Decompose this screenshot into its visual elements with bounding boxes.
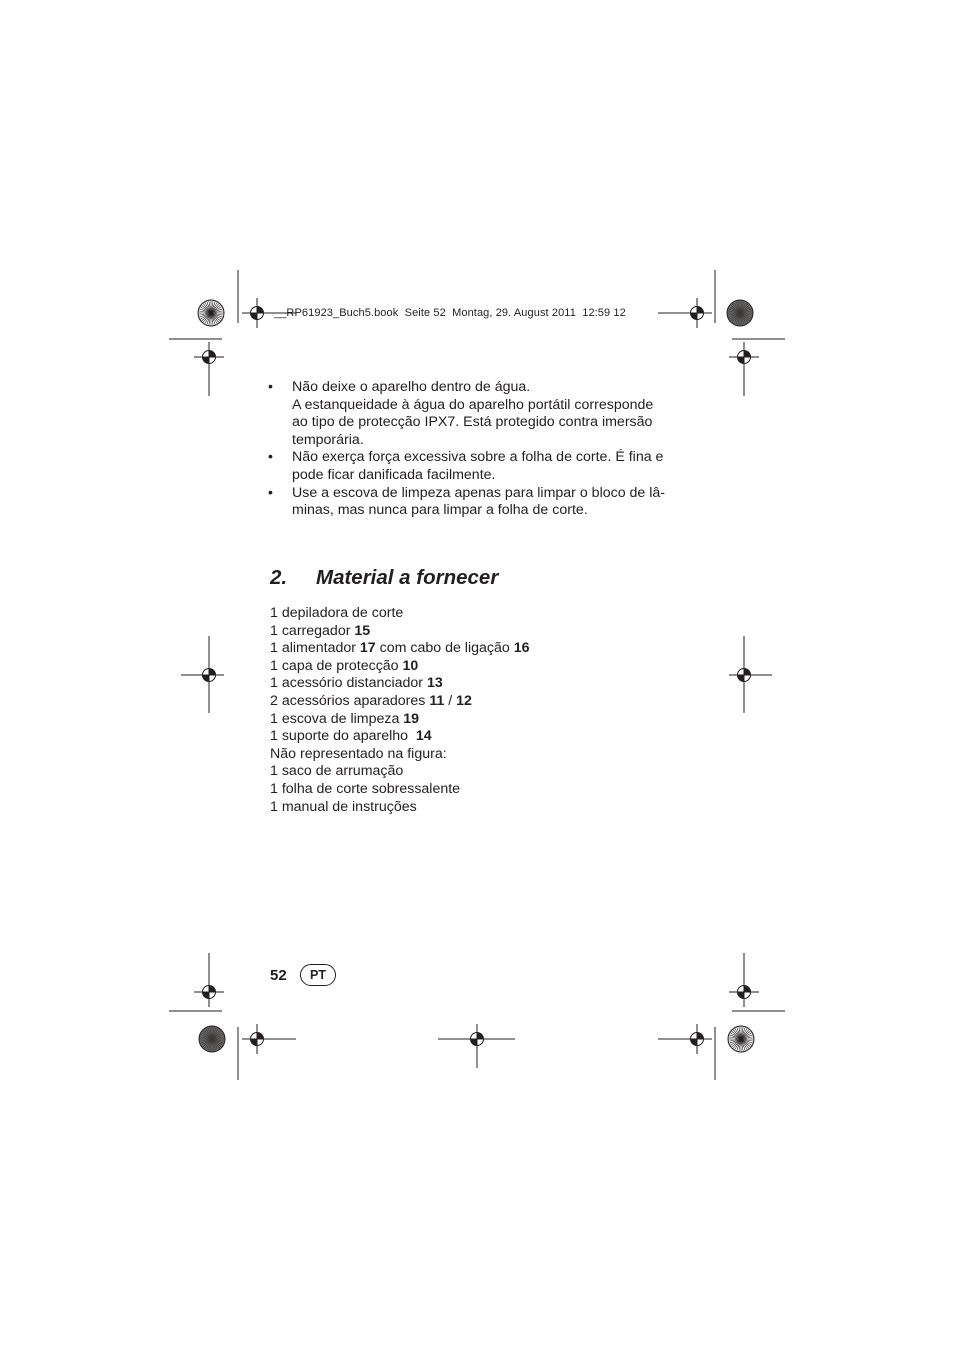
part-number: 14	[415, 728, 432, 745]
contents-text: 1 suporte do aparelho	[270, 728, 416, 745]
contents-item	[270, 746, 530, 764]
registration-target-fill	[738, 675, 745, 682]
contents-item	[270, 763, 530, 781]
contents-item	[270, 675, 530, 693]
registration-target-fill	[257, 1033, 264, 1040]
registration-target-fill	[203, 992, 210, 999]
registration-target-fill	[251, 313, 258, 320]
safety-note-line: temporária.	[292, 431, 364, 448]
safety-note-line: minas, mas nunca para limpar a folha de corte.	[292, 502, 588, 519]
registration-target-fill	[691, 1039, 698, 1046]
contents-text: 1 escova de limpeza	[270, 710, 404, 727]
registration-target-fill	[203, 675, 210, 682]
safety-notes-list	[268, 379, 688, 520]
registration-target-fill	[738, 357, 745, 364]
section-heading	[270, 566, 498, 590]
part-number: 11	[429, 692, 445, 709]
registration-target-fill	[257, 307, 264, 314]
contents-item	[270, 799, 530, 817]
contents-text: 1 saco de arrumação	[270, 763, 404, 780]
bullet-dot: •	[268, 484, 273, 501]
bullet-dot: •	[268, 449, 273, 466]
registration-target-fill	[738, 992, 745, 999]
registration-target-fill	[697, 1033, 704, 1040]
section-number: 2.	[270, 566, 288, 589]
contents-item	[270, 781, 530, 799]
contents-item	[270, 640, 530, 658]
registration-target-fill	[203, 357, 210, 364]
part-number: 10	[402, 657, 419, 674]
contents-text: 1 depiladora de corte	[270, 605, 404, 621]
print-info-header: __RP61923_Buch5.book Seite 52 Montag, 29. August 2011 12:59 12	[274, 307, 626, 319]
safety-note-item	[268, 485, 688, 520]
contents-text: 1 carregador	[270, 622, 355, 639]
registration-target-fill	[251, 1039, 258, 1046]
bullet-dot: •	[268, 379, 273, 395]
contents-text: 1 folha de corte sobressalente	[270, 780, 461, 797]
part-number: 17	[359, 640, 376, 657]
registration-target-fill	[691, 313, 698, 320]
safety-note-line: Use a escova de limpeza apenas para limpar o bloco de lâ-	[292, 484, 666, 501]
part-number: 15	[354, 622, 371, 639]
part-number: 13	[426, 675, 443, 692]
safety-note-item	[268, 379, 688, 449]
registration-target-fill	[209, 986, 216, 993]
language-badge: PT	[300, 964, 336, 986]
contents-text: /	[444, 692, 457, 709]
registration-target-fill	[471, 1039, 478, 1046]
safety-note-line: A estanqueidade à água do aparelho portátil corresponde	[292, 396, 654, 413]
registration-target-fill	[477, 1033, 484, 1040]
registration-target-fill	[697, 307, 704, 314]
registration-target-fill	[744, 351, 751, 358]
safety-note-line: ao tipo de protecção IPX7. Está protegido contra imersão	[292, 414, 653, 431]
registration-target-fill	[209, 669, 216, 676]
contents-text: Não representado na figura:	[270, 745, 447, 762]
contents-text: 1 manual de instruções	[270, 798, 417, 815]
contents-item	[270, 658, 530, 676]
contents-text: 1 alimentador	[270, 640, 360, 657]
package-contents-list	[270, 605, 530, 816]
section-title: Material a fornecer	[316, 566, 499, 589]
contents-item	[270, 728, 530, 746]
contents-item	[270, 693, 530, 711]
part-number: 12	[456, 692, 472, 709]
safety-note-line: pode ficar danificada facilmente.	[292, 466, 496, 483]
safety-note-item	[268, 449, 688, 484]
part-number: 19	[403, 710, 420, 727]
safety-note-line: Não exerça força excessiva sobre a folha de corte. É fina e	[292, 449, 664, 466]
contents-item	[270, 711, 530, 729]
registration-target-fill	[744, 986, 751, 993]
safety-note-line: Não deixe o aparelho dentro de água.	[292, 379, 531, 395]
page-number: 52	[270, 967, 287, 984]
contents-text: 1 capa de protecção	[270, 657, 403, 674]
contents-text: 1 acessório distanciador	[270, 675, 427, 692]
contents-text: 2 acessórios aparadores	[270, 692, 430, 709]
contents-text: com cabo de ligação	[375, 640, 514, 657]
registration-target-fill	[744, 669, 751, 676]
part-number: 16	[513, 640, 530, 657]
contents-item	[270, 605, 530, 623]
registration-target-fill	[209, 351, 216, 358]
contents-item	[270, 623, 530, 641]
